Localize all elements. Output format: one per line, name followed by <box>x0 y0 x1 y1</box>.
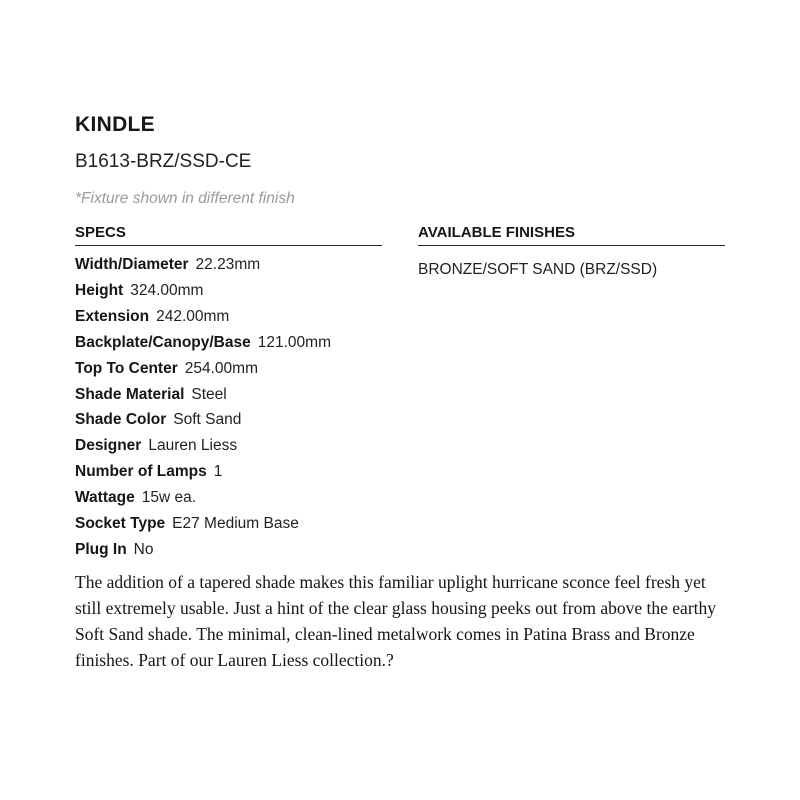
spec-label: Number of Lamps <box>75 463 207 481</box>
spec-value: 242.00mm <box>156 307 230 325</box>
spec-row <box>75 485 382 511</box>
spec-label: Shade Material <box>75 385 185 403</box>
spec-row <box>75 278 382 304</box>
product-description: The addition of a tapered shade makes this familiar uplight hurricane sconce feel fresh yet still extremely usable. Just a hint of the clear glass housing peeks out from above the earthy Soft Sand shade. The minimal, clean-lined metalwork comes in Patina Brass and Bronze finishes. Part of our Lauren Liess collection.? <box>75 572 717 670</box>
spec-row <box>75 356 382 382</box>
specs-heading: SPECS <box>75 223 382 246</box>
spec-row <box>75 330 382 356</box>
spec-label: Top To Center <box>75 359 178 377</box>
spec-value: 324.00mm <box>130 281 204 299</box>
spec-label: Height <box>75 281 124 299</box>
spec-value: Soft Sand <box>173 411 242 429</box>
spec-label: Shade Color <box>75 411 167 429</box>
spec-row <box>75 382 382 408</box>
spec-value: Lauren Liess <box>148 437 238 455</box>
spec-row <box>75 511 382 537</box>
finishes-heading: AVAILABLE FINISHES <box>418 223 725 246</box>
spec-row <box>75 537 382 563</box>
finish-item: BRONZE/SOFT SAND (BRZ/SSD) <box>418 261 658 278</box>
spec-label: Designer <box>75 437 142 455</box>
finish-list <box>418 259 725 281</box>
spec-row <box>75 304 382 330</box>
spec-label: Plug In <box>75 540 127 558</box>
finishes-section <box>418 223 725 281</box>
product-name: KINDLE <box>75 113 155 136</box>
spec-value: 121.00mm <box>257 333 331 351</box>
spec-list <box>75 252 382 563</box>
spec-row <box>75 459 382 485</box>
spec-row <box>75 252 382 278</box>
spec-value: 1 <box>213 463 223 481</box>
spec-label: Extension <box>75 307 150 325</box>
spec-value: 254.00mm <box>184 359 258 377</box>
spec-label: Backplate/Canopy/Base <box>75 333 251 351</box>
spec-value: Steel <box>191 385 227 403</box>
product-spec-sheet <box>75 112 727 691</box>
spec-columns <box>75 223 727 563</box>
spec-value: 22.23mm <box>195 256 261 273</box>
product-sku: B1613-BRZ/SSD-CE <box>75 151 252 172</box>
spec-label: Width/Diameter <box>75 256 189 273</box>
spec-label: Socket Type <box>75 515 166 533</box>
spec-row <box>75 433 382 459</box>
spec-label: Wattage <box>75 489 135 507</box>
spec-value: E27 Medium Base <box>172 515 299 533</box>
spec-value: No <box>133 540 154 558</box>
spec-row <box>75 407 382 433</box>
spec-value: 15w ea. <box>141 489 197 507</box>
finish-note: *Fixture shown in different finish <box>75 190 295 207</box>
specs-section <box>75 223 382 563</box>
